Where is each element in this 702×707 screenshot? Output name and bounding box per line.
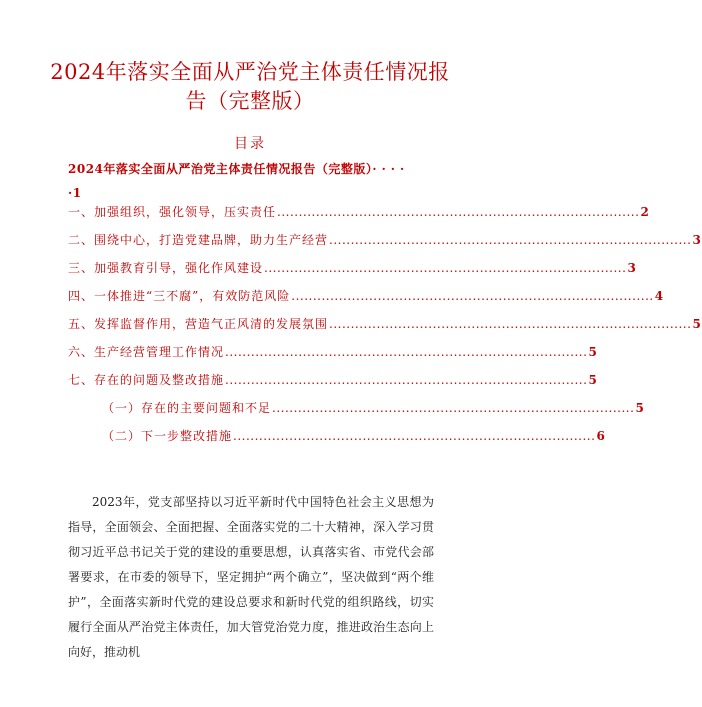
toc-entry-9[interactable] (102, 399, 645, 417)
toc-leader-dots: .................................................................................... (329, 233, 692, 247)
toc-leader-dots: .................................................................................... (272, 401, 635, 415)
toc-page-number: 5 (635, 401, 645, 415)
toc-entry-text: 四、一体推进“三不腐”，有效防范风险 (68, 289, 291, 303)
toc-page-number: 3 (627, 261, 637, 275)
toc-leader-dots: .................................................................................... (225, 345, 588, 359)
toc-page-number: 5 (588, 373, 598, 387)
toc-entry-4[interactable] (68, 259, 637, 277)
toc-leader-dots: · (68, 186, 73, 200)
toc-page-number: 4 (654, 289, 665, 303)
toc-entry-text: （一）存在的主要问题和不足 (102, 401, 272, 415)
toc-entry-text: 二、围绕中心，打造党建品牌，助力生产经营 (68, 233, 329, 247)
toc-entry-text: 2024年落实全面从严治党主体责任情况报告（完整版） (68, 162, 373, 176)
toc-entry-2[interactable] (68, 203, 650, 221)
body-paragraph: 2023年，党支部坚持以习近平新时代中国特色社会主义思想为指导，全面领会、全面把握、全面落实党的二十大精神，深入学习贯彻习近平总书记关于党的建设的重要思想，认真落实省、市党代会部署要求，在市委的领导下，坚定拥护“两个确立”，坚决做到“两个维护”，全面落实新时代党的建设总要求和新时代党的组织路线，切实履行全面从严治党主体责任，加大管党治党力度，推进政治生态向上向好，推动机 (68, 495, 434, 659)
toc-leader-dots: .................................................................................... (225, 373, 588, 387)
toc-entry-text: 五、发挥监督作用，营造气正风清的发展氛围 (68, 317, 329, 331)
toc-page-number: 5 (692, 317, 702, 331)
toc-entry-text: 七、存在的问题及整改措施 (68, 373, 225, 387)
toc-leader-dots: .................................................................................... (291, 289, 654, 303)
toc-page-number: 5 (588, 345, 598, 359)
document-title: 2024年落实全面从严治党主体责任情况报告（完整版） (50, 60, 450, 113)
toc-page-number: 1 (72, 186, 82, 200)
toc-entry-6[interactable] (68, 315, 702, 333)
toc-leader-dots: .................................................................................... (277, 205, 640, 219)
toc-entry-text: 一、加强组织，强化领导，压实责任 (68, 205, 277, 219)
toc-entry-8[interactable] (68, 371, 598, 389)
toc-entry-1[interactable] (68, 157, 428, 205)
toc-entry-3[interactable] (68, 231, 702, 249)
toc-heading: 目录 (234, 136, 266, 152)
toc-page-number: 2 (640, 205, 650, 219)
toc-entry-text: 六、生产经营管理工作情况 (68, 345, 225, 359)
toc-entry-text: 三、加强教育引导，强化作风建设 (68, 261, 264, 275)
toc-entry-text: （二）下一步整改措施 (102, 429, 233, 443)
toc-entry-5[interactable] (68, 287, 665, 305)
toc-entry-7[interactable] (68, 343, 598, 361)
toc-leader-dots: ···· (372, 162, 410, 176)
toc-page-number: 6 (596, 429, 606, 443)
toc-leader-dots: .................................................................................... (264, 261, 627, 275)
toc-page-number: 3 (692, 233, 702, 247)
toc-leader-dots: .................................................................................... (233, 429, 596, 443)
toc-entry-10[interactable] (102, 427, 606, 445)
toc-leader-dots: .................................................................................... (329, 317, 692, 331)
